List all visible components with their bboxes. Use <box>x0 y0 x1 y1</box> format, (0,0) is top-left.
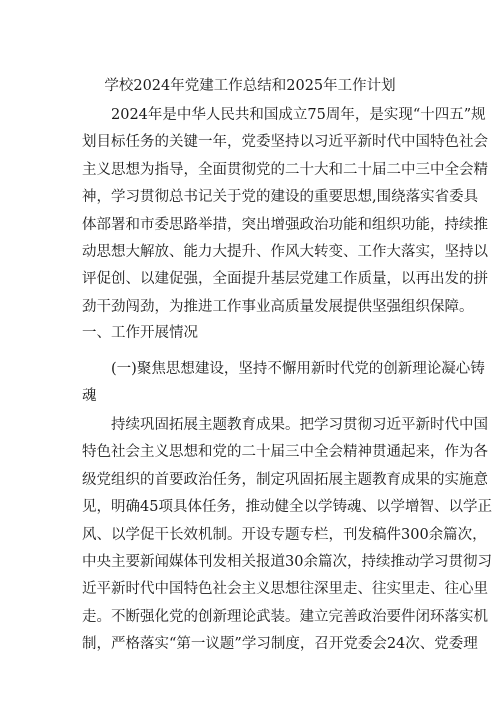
paragraph-line: 走。不断强化党的创新理论武装。建立完善政治要件闭环落实机 <box>82 608 488 625</box>
intro-line: 评促创、以建促强，全面提升基层党建工作质量，以再出发的拼 <box>82 271 488 288</box>
intro-line: 体部署和市委思路举措，突出增强政治功能和组织功能，持续推 <box>82 216 488 233</box>
paragraph-line: 风、以学促干长效机制。开设专题专栏，刊发稿件300余篇次， <box>82 526 487 543</box>
intro-line: 主义思想为指导，全面贯彻党的二十大和二十届二中三中全会精 <box>82 161 488 178</box>
intro-line: 劲干劲闯劲，为推进工作事业高质量发展提供坚强组织保障。 <box>82 298 474 315</box>
paragraph-line: 持续巩固拓展主题教育成果。把学习贯彻习近平新时代中国 <box>111 417 488 433</box>
paragraph-line: 特色社会主义思想和党的二十届三中全会精神贯通起来，作为各 <box>82 444 488 461</box>
subsection-heading-line: (一)聚焦思想建设，坚持不懈用新时代党的创新理论凝心铸 <box>111 361 485 377</box>
subsection-heading-line: 魂 <box>82 388 97 405</box>
paragraph-line: 级党组织的首要政治任务，制定巩固拓展主题教育成果的实施意 <box>82 471 488 488</box>
intro-line: 神，学习贯彻总书记关于党的建设的重要思想,围绕落实省委具 <box>82 189 479 206</box>
intro-line: 动思想大解放、能力大提升、作风大转变、工作大落实，坚持以 <box>82 243 488 260</box>
body-paragraph <box>82 412 492 659</box>
section-heading: 一、工作开展情况 <box>82 325 198 341</box>
paragraph-line: 制，严格落实“第一议题”学习制度，召开党委会24次、党委理 <box>82 636 478 653</box>
paragraph-line: 见，明确45项具体任务，推动健全以学铸魂、以学增智、以学正 <box>82 499 492 516</box>
intro-line: 划目标任务的关键一年，党委坚持以习近平新时代中国特色社会 <box>82 134 488 151</box>
intro-line: 2024年是中华人民共和国成立75周年，是实现“十四五”规 <box>111 107 486 123</box>
subsection-heading <box>82 356 485 411</box>
paragraph-line: 中央主要新闻媒体刊发相关报道30余篇次，持续推动学习贯彻习 <box>82 553 492 570</box>
paragraph-line: 近平新时代中国特色社会主义思想往深里走、往实里走、往心里 <box>82 581 488 598</box>
document-title: 学校2024年党建工作总结和2025年工作计划 <box>104 78 396 94</box>
intro-paragraph <box>82 102 488 321</box>
